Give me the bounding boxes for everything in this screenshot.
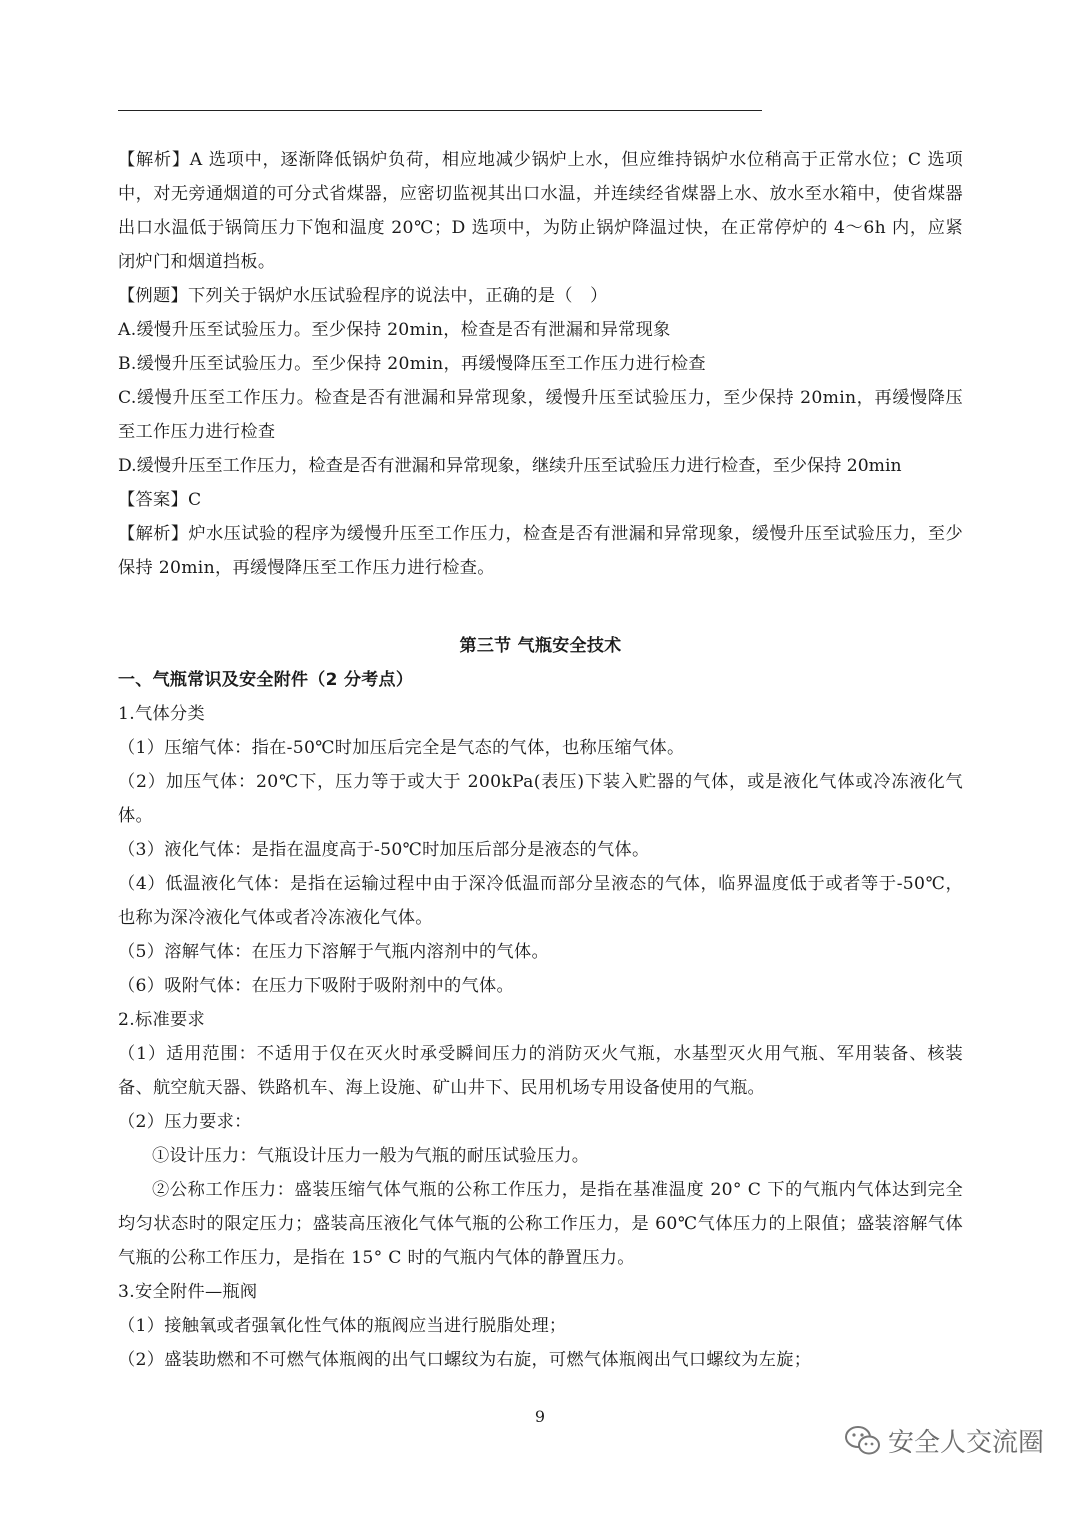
heading-1: 一、气瓶常识及安全附件（2 分考点） — [118, 670, 414, 690]
option-b: B.缓慢升压至试验压力。至少保持 20min，再缓慢降压至工作压力进行检查 — [118, 354, 706, 374]
watermark-text: 安全人交流圈 — [887, 1428, 1044, 1458]
gas-class-item: （6）吸附气体：在压力下吸附于吸附剂中的气体。 — [118, 976, 514, 996]
wechat-icon — [844, 1424, 882, 1458]
valve-item: （1）接触氧或者强氧化性气体的瓶阀应当进行脱脂处理； — [118, 1316, 567, 1336]
example-question: 【例题】下列关于锅炉水压试验程序的说法中，正确的是（ ） — [118, 286, 608, 306]
standard-title: 2.标准要求 — [118, 1010, 205, 1030]
section-title: 第三节 气瓶安全技术 — [459, 636, 622, 656]
document-body — [118, 143, 963, 1377]
answer-analysis: 【解析】炉水压试验的程序为缓慢升压至工作压力，检查是否有泄漏和异常现象，缓慢升压至试验压力，至少保持 20min，再缓慢降压至工作压力进行检查。 — [118, 524, 963, 578]
pressure-item: ①设计压力：气瓶设计压力一般为气瓶的耐压试验压力。 — [152, 1146, 590, 1166]
gas-class-item: （1）压缩气体：指在-50℃时加压后完全是气态的气体，也称压缩气体。 — [118, 738, 685, 758]
answer: 【答案】C — [118, 490, 202, 510]
valve-item: （2）盛装助燃和不可燃气体瓶阀的出气口螺纹为右旋，可燃气体瓶阀出气口螺纹为左旋； — [118, 1350, 812, 1370]
standard-scope: （1）适用范围：不适用于仅在灭火时承受瞬间压力的消防灭火气瓶，水基型灭火用气瓶、军用装备、核装备、航空航天器、铁路机车、海上设施、矿山井下、民用机场专用设备使用的气瓶。 — [118, 1044, 963, 1098]
page-number: 9 — [534, 1407, 546, 1426]
top-divider — [118, 110, 762, 111]
gas-class-item: （4）低温液化气体：是指在运输过程中由于深冷低温而部分呈液态的气体，临界温度低于或者等于-50℃，也称为深冷液化气体或者冷冻液化气体。 — [118, 874, 963, 928]
valve-title: 3.安全附件—瓶阀 — [118, 1282, 258, 1302]
option-c: C.缓慢升压至工作压力。检查是否有泄漏和异常现象，缓慢升压至试验压力，至少保持 20min，再缓慢降压至工作压力进行检查 — [118, 388, 963, 442]
option-d: D.缓慢升压至工作压力，检查是否有泄漏和异常现象，继续升压至试验压力进行检查，至少保持 20min — [118, 456, 902, 476]
gas-class-item: （5）溶解气体：在压力下溶解于气瓶内溶剂中的气体。 — [118, 942, 549, 962]
gas-class-item: （2）加压气体：20℃下，压力等于或大于 200kPa(表压)下装入贮器的气体，或是液化气体或冷冻液化气体。 — [118, 772, 963, 826]
option-a: A.缓慢升压至试验压力。至少保持 20min，检查是否有泄漏和异常现象 — [118, 320, 671, 340]
analysis-paragraph: 【解析】A 选项中，逐渐降低锅炉负荷，相应地减少锅炉上水，但应维持锅炉水位稍高于正常水位；C 选项中，对无旁通烟道的可分式省煤器，应密切监视其出口水温，并连续经省煤器上水、放水至水箱中，使省煤器出口水温低于锅筒压力下饱和温度 20℃；D 选项中，为防止锅炉降温过快，在正常停炉的 4～6h 内，应紧闭炉门和烟道挡板。 — [118, 150, 963, 272]
pressure-item: ②公称工作压力：盛装压缩气体气瓶的公称工作压力，是指在基准温度 20° C 下的气瓶内气体达到完全均匀状态时的限定压力；盛装高压液化气体气瓶的公称工作压力，是 60℃气体压力的上限值；盛装溶解气体气瓶的公称工作压力，是指在 15° C 时的气瓶内气体的静置压力。 — [118, 1180, 963, 1268]
gas-class-item: （3）液化气体：是指在温度高于-50℃时加压后部分是液态的气体。 — [118, 840, 650, 860]
watermark — [844, 1422, 1044, 1459]
pressure-title: （2）压力要求： — [118, 1112, 252, 1132]
gas-classification-title: 1.气体分类 — [118, 704, 205, 724]
